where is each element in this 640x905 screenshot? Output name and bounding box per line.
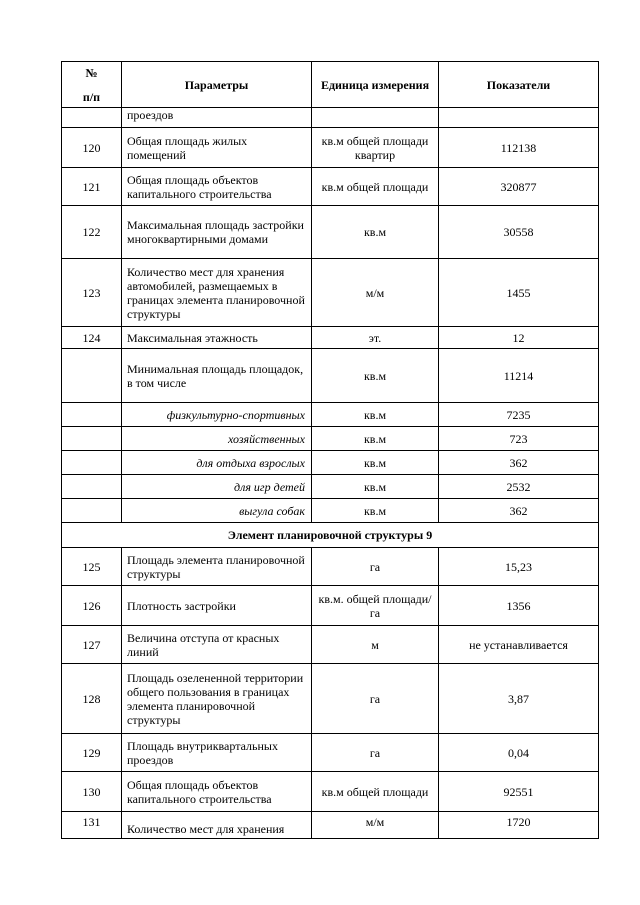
row-unit: м [312, 626, 439, 664]
section-title: Элемент планировочной структуры 9 [62, 523, 599, 548]
row-param: Максимальная площадь застройки многоквартирными домами [122, 206, 312, 259]
row-number: 124 [62, 327, 122, 349]
row-value: 362 [439, 451, 599, 475]
row-value: 1720 [439, 812, 599, 839]
header-number [62, 62, 122, 108]
row-value: 362 [439, 499, 599, 523]
row-value: 723 [439, 427, 599, 451]
row-number: 123 [62, 259, 122, 327]
row-param: Величина отступа от красных линий [122, 626, 312, 664]
row-unit: га [312, 734, 439, 772]
header-unit: Единица измерения [312, 62, 439, 108]
row-value: 11214 [439, 349, 599, 403]
row-number: 129 [62, 734, 122, 772]
row-subitem: физкультурно-спортивных [122, 403, 312, 427]
table-row [62, 586, 599, 626]
row-param: Площадь элемента планировочной структуры [122, 548, 312, 586]
row-value: 15,23 [439, 548, 599, 586]
row-unit: кв.м [312, 451, 439, 475]
row-number: 130 [62, 772, 122, 812]
row-number [62, 499, 122, 523]
table-row [62, 772, 599, 812]
row-param: Максимальная этажность [122, 327, 312, 349]
row-unit: кв.м [312, 349, 439, 403]
row-value: 320877 [439, 168, 599, 206]
header-params: Параметры [122, 62, 312, 108]
row-unit: га [312, 548, 439, 586]
row-number [62, 475, 122, 499]
row-param: Плотность застройки [122, 586, 312, 626]
row-number [62, 108, 122, 128]
row-value: 1356 [439, 586, 599, 626]
row-number [62, 451, 122, 475]
row-value: 92551 [439, 772, 599, 812]
row-value: 112138 [439, 128, 599, 168]
row-value: 1455 [439, 259, 599, 327]
row-param: Площадь внутриквартальных проездов [122, 734, 312, 772]
row-number: 126 [62, 586, 122, 626]
row-value: не устанавливается [439, 626, 599, 664]
row-unit: кв.м [312, 499, 439, 523]
row-subitem: для игр детей [122, 475, 312, 499]
row-unit: кв.м общей площади [312, 772, 439, 812]
row-unit: эт. [312, 327, 439, 349]
row-subitem: хозяйственных [122, 427, 312, 451]
table-row [62, 499, 599, 523]
row-number: 131 [62, 812, 122, 839]
table-row [62, 427, 599, 451]
row-unit [312, 108, 439, 128]
row-number: 125 [62, 548, 122, 586]
row-param: Количество мест для хранения [122, 812, 312, 839]
table-row [62, 259, 599, 327]
row-param: Количество мест для хранения автомобилей, размещаемых в границах элемента планировочной структуры [122, 259, 312, 327]
header-number-abbr: п/п [82, 89, 101, 104]
row-subitem: для отдыха взрослых [122, 451, 312, 475]
parameters-table [61, 61, 599, 839]
table-row [62, 475, 599, 499]
row-unit: кв.м [312, 403, 439, 427]
header-number-sign: № [85, 65, 98, 80]
table-row [62, 548, 599, 586]
table-row [62, 206, 599, 259]
table-row [62, 812, 599, 839]
row-value: 12 [439, 327, 599, 349]
row-unit: м/м [312, 259, 439, 327]
row-value [439, 108, 599, 128]
row-value: 2532 [439, 475, 599, 499]
row-number: 121 [62, 168, 122, 206]
row-number [62, 403, 122, 427]
table-row [62, 327, 599, 349]
row-number [62, 349, 122, 403]
row-value: 0,04 [439, 734, 599, 772]
table-header-row [62, 62, 599, 108]
row-unit: кв.м общей площади квартир [312, 128, 439, 168]
row-number [62, 427, 122, 451]
row-number: 122 [62, 206, 122, 259]
table-row [62, 168, 599, 206]
row-number: 128 [62, 664, 122, 734]
table-row [62, 128, 599, 168]
table-row [62, 451, 599, 475]
row-param: Общая площадь жилых помещений [122, 128, 312, 168]
header-value: Показатели [439, 62, 599, 108]
table-row [62, 108, 599, 128]
row-subitem: выгула собак [122, 499, 312, 523]
row-unit: га [312, 664, 439, 734]
row-unit: кв.м. общей площади/га [312, 586, 439, 626]
row-param [122, 349, 312, 403]
row-unit: кв.м [312, 427, 439, 451]
table-row [62, 403, 599, 427]
table-row [62, 349, 599, 403]
row-unit: кв.м [312, 206, 439, 259]
row-unit: м/м [312, 812, 439, 839]
row-value: 3,87 [439, 664, 599, 734]
table-row [62, 626, 599, 664]
row-param: проездов [122, 108, 312, 128]
row-param-line: в том числе [127, 375, 187, 390]
row-param: Общая площадь объектов капитального строительства [122, 772, 312, 812]
row-unit: кв.м общей площади [312, 168, 439, 206]
table-row [62, 664, 599, 734]
section-row [62, 523, 599, 548]
row-unit: кв.м [312, 475, 439, 499]
row-param-line: Минимальная площадь площадок, [127, 361, 304, 376]
row-number: 120 [62, 128, 122, 168]
table-row [62, 734, 599, 772]
row-value: 7235 [439, 403, 599, 427]
row-param: Общая площадь объектов капитального строительства [122, 168, 312, 206]
row-number: 127 [62, 626, 122, 664]
row-param: Площадь озелененной территории общего пользования в границах элемента планировочной структуры [122, 664, 312, 734]
row-value: 30558 [439, 206, 599, 259]
